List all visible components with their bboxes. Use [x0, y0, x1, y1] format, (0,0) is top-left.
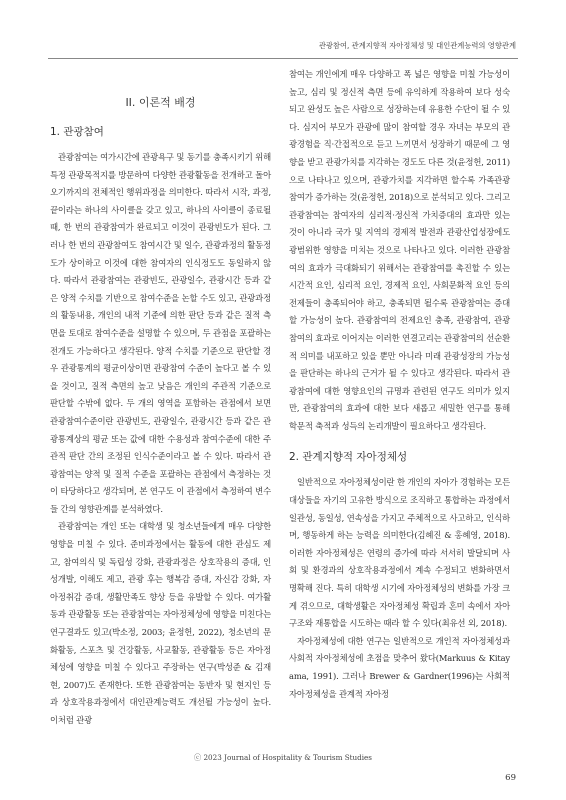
- header-divider: [48, 58, 518, 59]
- running-header: 관광참여, 관계지향적 자아정체성 및 대인관계능력의 영향관계: [318, 41, 516, 50]
- subsection-title-tourism-participation: 1. 관광참여: [50, 126, 104, 138]
- right-column: [289, 66, 510, 703]
- body-paragraph: 관광참여는 개인 또는 대학생 및 청소년들에게 매우 다양한 영향을 미칠 수 있다. 준비과정에서는 활동에 대한 관심도 제고, 참여의식 및 독립성 강화, 관광과정은 상호작용의 증대, 인성개발, 이해도 제고, 관광 후는 행복감 증대, 자신감 강화, 자아정취감 증대, 생활만족도 향상 등을 유발할 수 있다. 여가활동과 관광활동 또는 관광참여는 자아정체성에 영향을 미친다는 연구결과도 있고(박소정, 2003; 윤정헌, 2022), 청소년의 문화활동, 스포츠 및 건강활동, 사교활동, 관광활동 등은 자아정체성에 영향을 미칠 수 있다고 주장하는 연구(박성준 & 김재현, 2007)도 존재한다. 또한 관광참여는 동반자 및 현지인 등과 상호작용과정에서 대인관계능력도 개선될 가능성이 높다. 이처럼 관광: [50, 521, 271, 725]
- footer-copyright: ⓒ 2023 Journal of Hospitality & Tourism Studies: [194, 753, 372, 762]
- body-paragraph: 관광참여는 여가시간에 관광욕구 및 동기를 충족시키기 위해 특정 관광목적지를 방문하여 다양한 관광활동을 전개하고 돌아오기까지의 전체적인 행위과정을 의미한다. 따라서 시작, 과정, 끝이라는 하나의 사이클을 갖고 있고, 하나의 사이클이 종료될 때, 한 번의 관광참여가 완료되고 이것이 관광빈도가 된다. 그러나 한 번의 관광참여도 참여시간 및 일수, 관광과정의 활동정도가 상이하고 이것에 대한 참여자의 인식정도도 동일하지 않다. 따라서 관광참여는 관광빈도, 관광일수, 관광시간 등과 같은 양적 수치를 기반으로 참여수준을 논할 수도 있고, 관광과정의 활동내용, 개인의 내적 기준에 의한 판단 등과 같은 질적 측면을 토대로 참여수준을 설명할 수 있으며, 두 관점을 포괄하는 전개도 가능하다고 생각된다. 양적 수치를 기준으로 판단할 경우 관광통계의 평균이상이면 관광참여 수준이 높다고 볼 수 있을 것이고, 질적 측면의 높고 낮음은 개인의 주관적 기준으로 판단할 수밖에 없다. 두 개의 영역을 포함하는 관점에서 보면 관광참여수준이란 관광빈도, 관광일수, 관광시간 등과 같은 관광통계상의 평균 또는 값에 대한 수용성과 참여수준에 대한 주관적 판단 간의 조정된 인식수준이라고 볼 수 있다. 따라서 관광참여는 양적 및 질적 수준을 포괄하는 관점에서 측정하는 것이 타당하다고 생각되며, 본 연구도 이 관점에서 측정하여 변수들 간의 영향관계를 분석하였다.: [50, 152, 271, 514]
- subsection-title-relational-identity: 2. 관계지향적 자아정체성: [289, 451, 408, 464]
- section-spacer: [289, 435, 510, 449]
- page-number: 69: [505, 773, 516, 783]
- body-paragraph: 참여는 개인에게 매우 다양하고 폭 넓은 영향을 미칠 가능성이 높고, 심리 및 정신적 측면 등에 유익하게 작용하여 보다 성숙되고 완성도 높은 사람으로 성장하는데 유용한 수단이 될 수 있다. 심지어 부모가 관광에 많이 참여할 경우 자녀는 부모의 관광경험을 직·간접적으로 듣고 느끼면서 성장하기 때문에 그 영향을 받고 관광가치를 지각하는 경도도 다른 것(윤정헌, 2011)으로 나타나고 있으며, 관광가치를 지각하면 할수록 가족관광참여가 증가하는 것(윤정헌, 2018)으로 분석되고 있다. 그리고 관광참여는 참여자의 심리적·정신적 가치증대의 효과만 있는 것이 아니라 국가 및 지역의 경제적 발전과 관광산업성장에도 광범위한 영향을 미치는 것으로 나타나고 있다. 이러한 관광참여의 효과가 극대화되기 위해서는 관광참여를 촉진할 수 있는 시간적 요인, 심리적 요인, 경제적 요인, 사회문화적 요인 등의 전제들이 충족되어야 하고, 충족되면 될수록 관광참여는 증대할 가능성이 높다. 관광참여의 전제요인 충족, 관광참여, 관광참여의 효과로 이어지는 이러한 연결고리는 관광참여의 선순환적 의미를 내포하고 있을 뿐만 아니라 미래 관광성장의 가능성을 판단하는 하나의 근거가 될 수 있다고 생각된다. 따라서 관광참여에 대한 영향요인의 규명과 관련된 연구도 의미가 있지만, 관광참여의 효과에 대한 보다 새롭고 세밀한 연구를 통해 학문적 축적과 성득의 논리개발이 필요하다고 생각된다.: [289, 69, 510, 431]
- left-column: [50, 66, 271, 730]
- body-paragraph: 자아정체성에 대한 연구는 일반적으로 개인적 자아정체성과 사회적 자아정체성에 초점을 맞추어 왔다(Markuus & Kitayama, 1991). 그러나 Brewer & Gardner(1996)는 사회적 자아정체성을 관계적 자아정: [289, 635, 510, 699]
- section-title: II. 이론적 배경: [125, 96, 196, 109]
- body-paragraph: 일반적으로 자아정체성이란 한 개인의 자아가 경험하는 모든 대상들을 자기의 고유한 방식으로 조직하고 통합하는 과정에서 일관성, 동일성, 연속성을 가지고 주체적으로 사고하고, 인식하며, 행동하게 하는 능력을 의미한다(김혜진 & 홍혜영, 2018). 이러한 자아정체성은 연령의 증가에 따라 서서히 발달되며 사회 및 환경과의 상호작용과정에서 계속 수정되고 변화하면서 명확해 진다. 특히 대학생 시기에 자아정체성의 변화를 가장 크게 겪으므로, 대학생활은 자아정체성 확립과 혼미 속에서 자아구조와 재통합을 시도하는 때라 할 수 있다(최유선 외, 2018).: [289, 477, 510, 629]
